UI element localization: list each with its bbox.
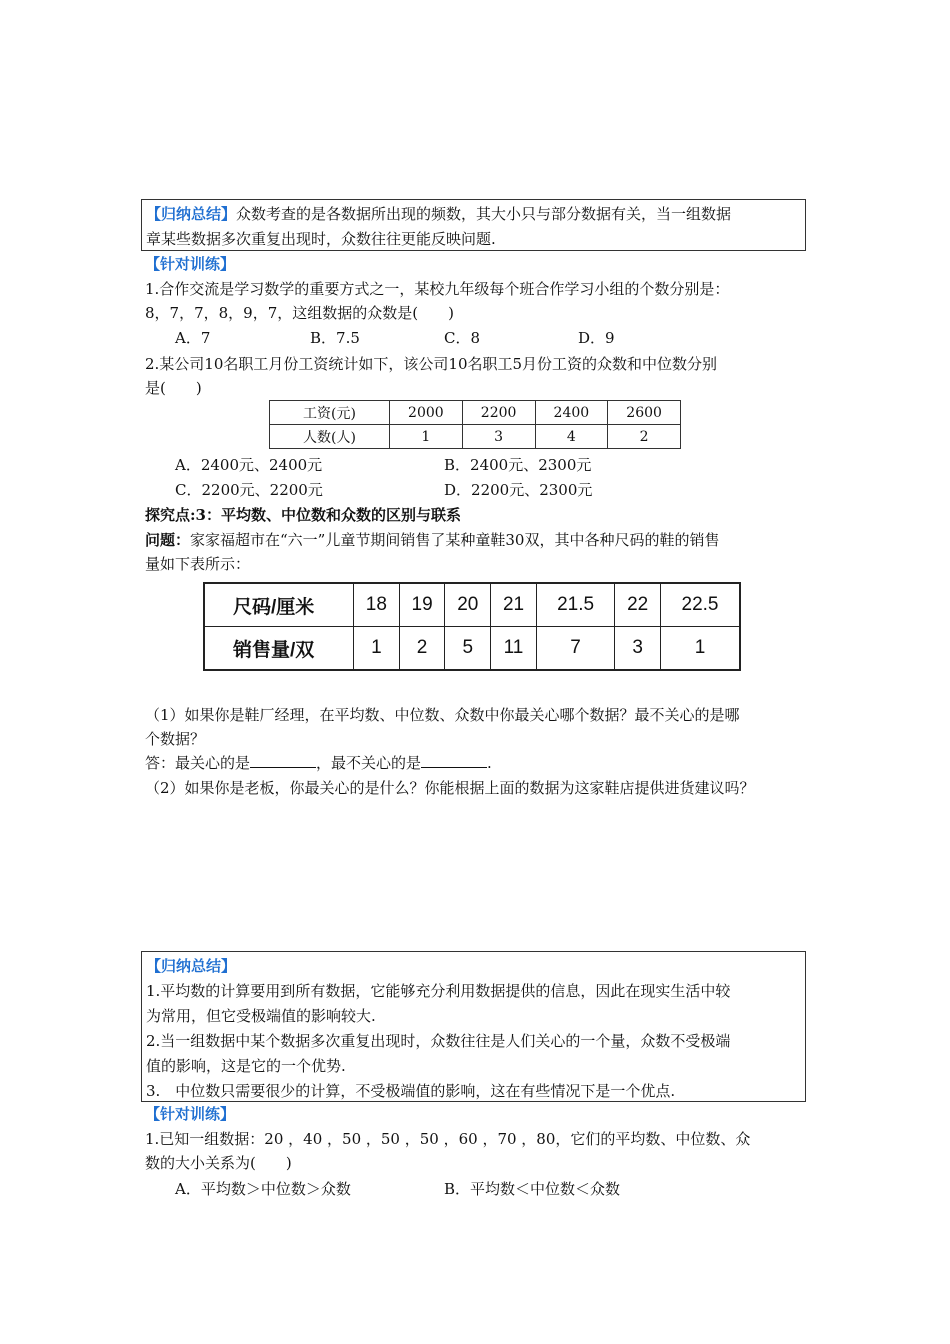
table-cell: 2000 [390, 401, 463, 425]
answer-line [145, 752, 492, 774]
table-cell: 工资(元) [270, 401, 390, 425]
practice-tag: 【针对训练】 [145, 1105, 236, 1123]
table-cell: 2 [608, 425, 681, 449]
summary-line: 章某些数据多次重复出现时，众数往往更能反映问题. [146, 230, 496, 248]
table-cell: 1 [390, 425, 463, 449]
table-cell: 销售量/双 [204, 627, 354, 671]
question-text: 数的大小关系为( ) [145, 1154, 292, 1172]
table-cell: 2 [399, 627, 445, 671]
summary-text: 众数考查的是各数据所出现的频数，其大小只与部分数据有关，当一组数据 [236, 205, 732, 223]
summary-line: 为常用，但它受极端值的影响较大. [146, 1007, 376, 1025]
table-cell: 3 [462, 425, 535, 449]
table-cell: 7 [536, 627, 614, 671]
shoe-table [203, 582, 741, 671]
table-row [204, 583, 740, 627]
table-row [270, 425, 681, 449]
option-a: A．平均数＞中位数＞众数 [175, 1180, 351, 1198]
answer-text: 答：最关心的是 [145, 754, 251, 772]
option-b: B．平均数＜中位数＜众数 [444, 1180, 621, 1198]
problem-text: 量如下表所示： [145, 555, 251, 573]
question-text: 1.合作交流是学习数学的重要方式之一，某校九年级每个班合作学习小组的个数分别是： [145, 280, 730, 298]
summary-line [146, 202, 801, 227]
table-cell: 21.5 [536, 583, 614, 627]
question-text: 2.某公司10名职工月份工资统计如下，该公司10名职工5月份工资的众数和中位数分别 [145, 355, 718, 373]
question-text: 1.已知一组数据：20 ，40 ，50 ，50 ，50 ，60 ，70 ，80，它们的平均数、中位数、众 [145, 1130, 751, 1148]
question-text: 是( ) [145, 379, 202, 397]
summary-line: 2.当一组数据中某个数据多次重复出现时，众数往往是人们关心的一个量，众数不受极端 [146, 1032, 731, 1050]
problem-label: 问题： [145, 531, 191, 549]
subquestion-text: 个数据？ [145, 730, 206, 748]
table-cell: 4 [535, 425, 608, 449]
answer-text: . [487, 754, 492, 772]
table-row [204, 627, 740, 671]
answer-text: ，最不关心的是 [316, 754, 422, 772]
table-cell: 1 [354, 627, 400, 671]
table-cell: 22.5 [661, 583, 740, 627]
table-cell: 2200 [462, 401, 535, 425]
table-cell: 人数(人) [270, 425, 390, 449]
table-cell: 19 [399, 583, 445, 627]
table-cell: 2400 [535, 401, 608, 425]
summary-tag: 【归纳总结】 [146, 205, 237, 223]
option-d: D．9 [578, 329, 615, 347]
option-a: A．7 [175, 329, 211, 347]
table-cell: 18 [354, 583, 400, 627]
summary-line: 1.平均数的计算要用到所有数据，它能够充分利用数据提供的信息，因此在现实生活中较 [146, 982, 731, 1000]
table-cell: 2600 [608, 401, 681, 425]
table-cell: 11 [491, 627, 537, 671]
table-cell: 5 [445, 627, 491, 671]
table-cell: 20 [445, 583, 491, 627]
table-row [270, 401, 681, 425]
table-cell: 尺码/厘米 [204, 583, 354, 627]
table-cell: 1 [661, 627, 740, 671]
question-text: 8，7，7，8，9，7，这组数据的众数是( ) [145, 304, 454, 322]
option-c: C．8 [444, 329, 481, 347]
summary-tag: 【归纳总结】 [146, 957, 237, 975]
answer-blank[interactable] [421, 753, 487, 768]
option-b: B．7.5 [310, 329, 360, 347]
table-cell: 21 [491, 583, 537, 627]
table-cell: 22 [615, 583, 661, 627]
table-cell: 3 [615, 627, 661, 671]
summary-line: 值的影响，这是它的一个优势. [146, 1057, 346, 1075]
summary-line: 3. 中位数只需要很少的计算，不受极端值的影响，这在有些情况下是一个优点. [146, 1082, 676, 1100]
subquestion-text: （2）如果你是老板，你最关心的是什么？你能根据上面的数据为这家鞋店提供进货建议吗？ [145, 779, 755, 797]
option-c: C．2200元、2200元 [175, 481, 323, 499]
practice-tag: 【针对训练】 [145, 255, 236, 273]
problem-text: 家家福超市在“六一”儿童节期间销售了某种童鞋30双，其中各种尺码的鞋的销售 [190, 531, 720, 549]
problem-line [145, 529, 719, 551]
summary-box-1 [141, 199, 806, 251]
salary-table [269, 400, 681, 449]
option-d: D．2200元、2300元 [444, 481, 593, 499]
subquestion-text: （1）如果你是鞋厂经理，在平均数、中位数、众数中你最关心哪个数据？最不关心的是哪 [145, 706, 740, 724]
section-title: 探究点:3：平均数、中位数和众数的区别与联系 [145, 506, 461, 524]
summary-box-2 [141, 951, 806, 1102]
answer-blank[interactable] [250, 753, 316, 768]
option-b: B．2400元、2300元 [444, 456, 592, 474]
option-a: A．2400元、2400元 [175, 456, 323, 474]
